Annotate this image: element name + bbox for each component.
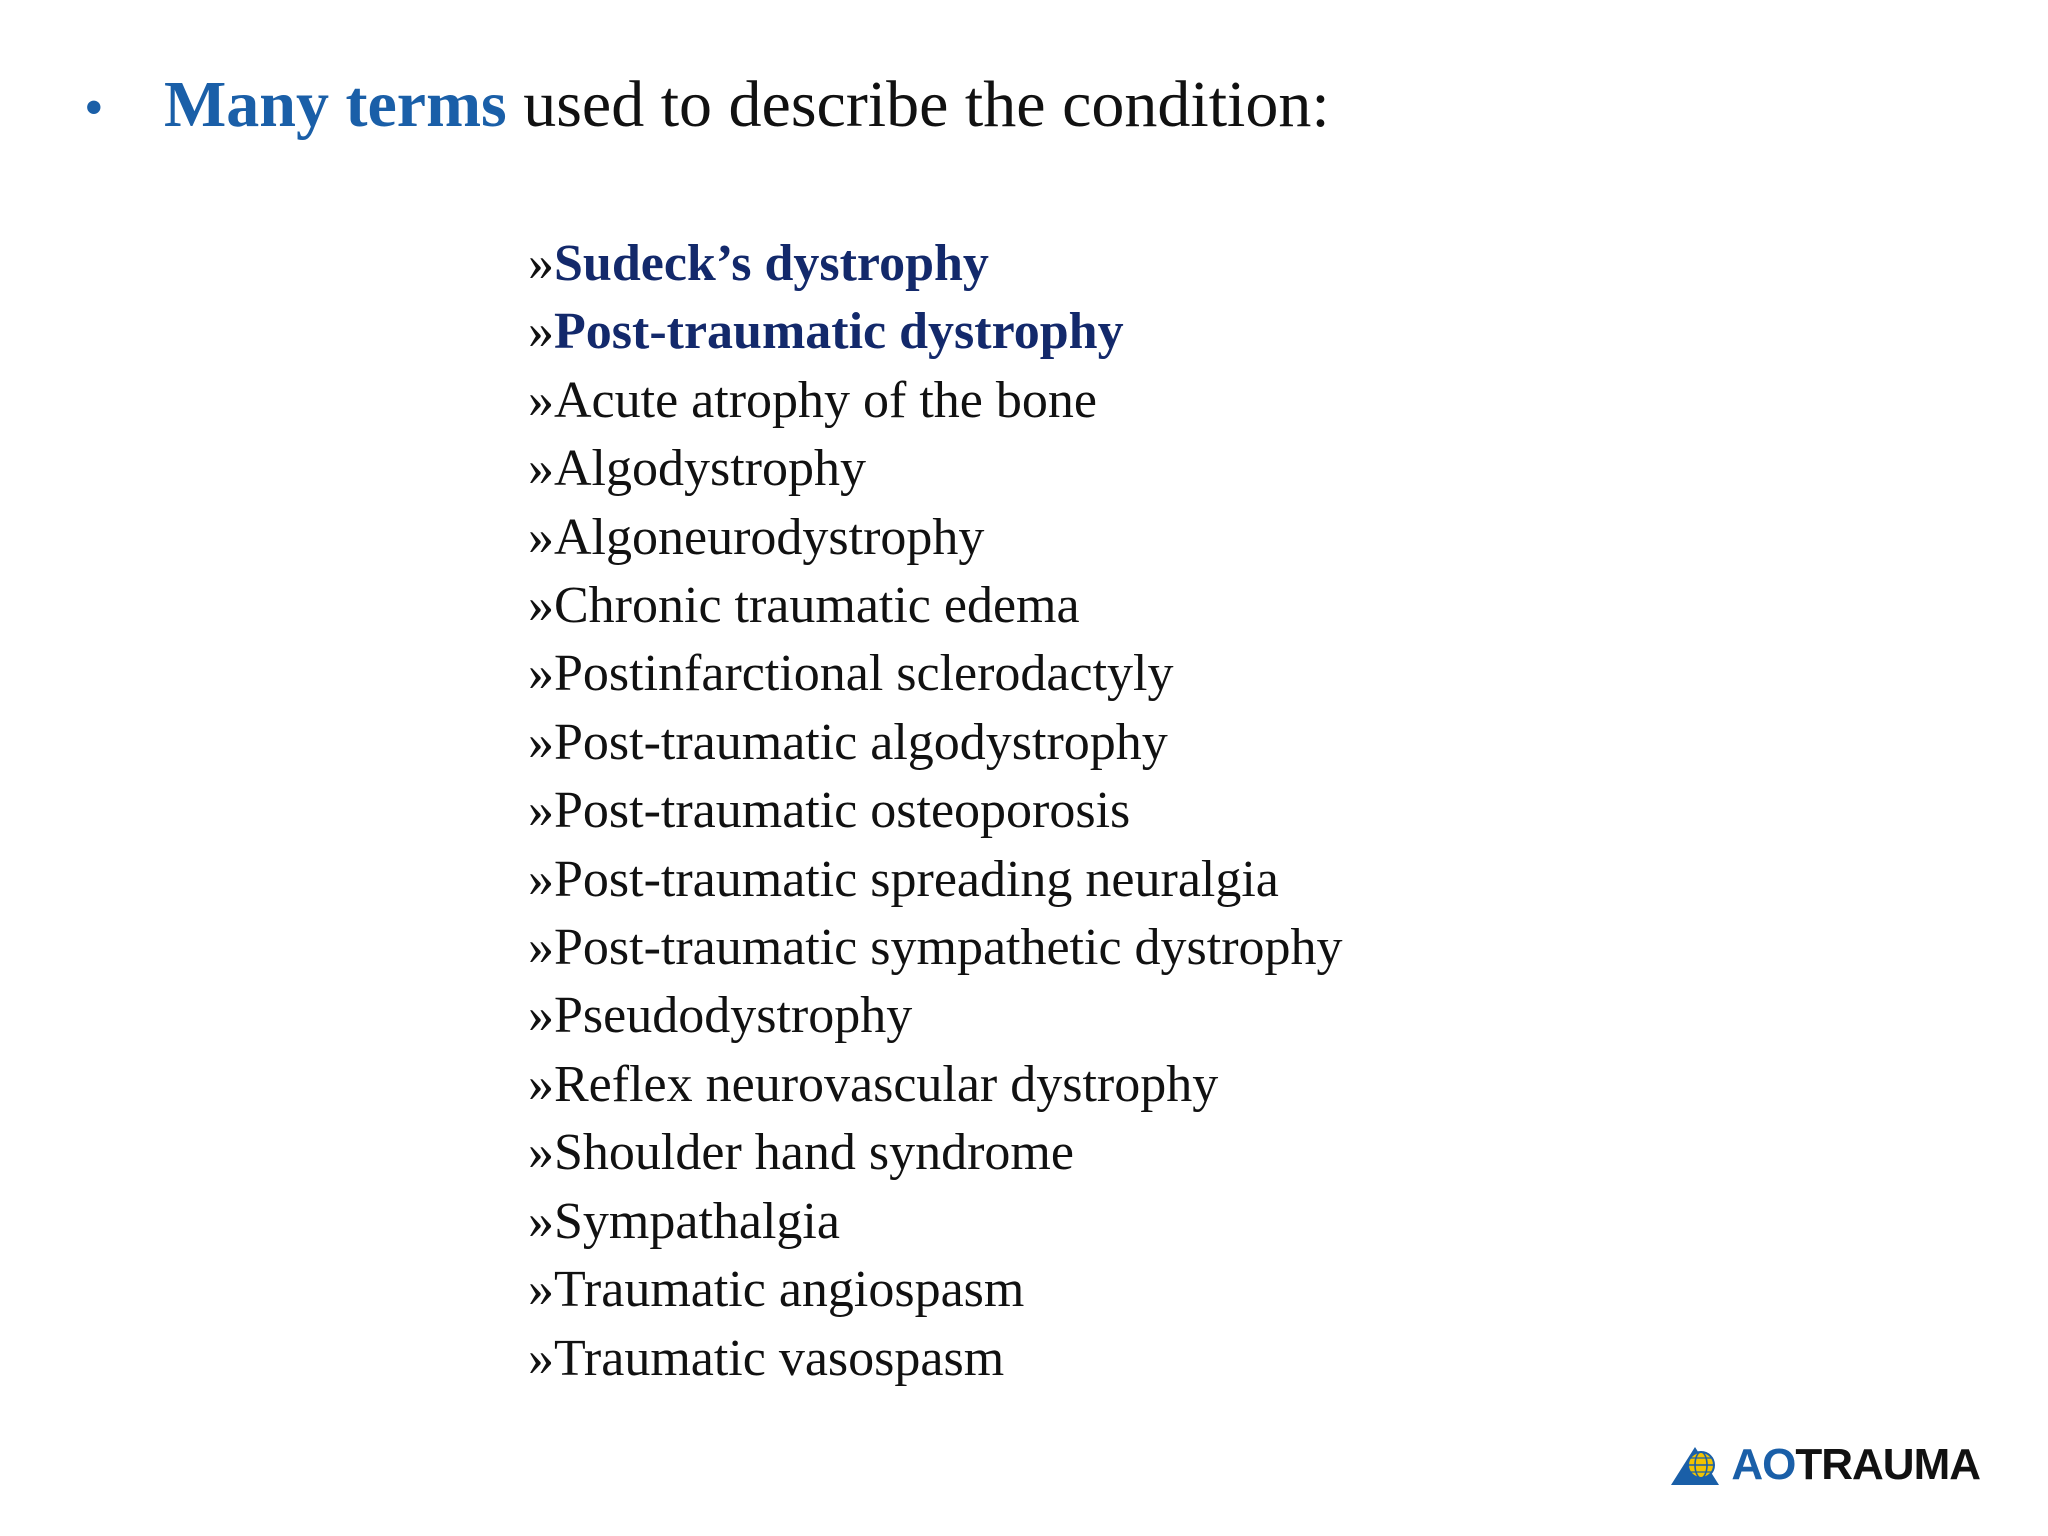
term-label: Algodystrophy (554, 440, 866, 498)
term-marker: » (528, 508, 554, 566)
term-marker: » (528, 713, 554, 771)
term-label: Reflex neurovascular dystrophy (554, 1055, 1219, 1113)
term-marker: » (528, 645, 554, 703)
term-item (528, 435, 1343, 503)
term-item (528, 367, 1343, 435)
term-item (528, 914, 1343, 982)
aotrauma-logo (1669, 1440, 1980, 1490)
terms-list (528, 230, 1343, 1393)
term-label: Post-traumatic sympathetic dystrophy (554, 919, 1343, 977)
term-label: Post-traumatic algodystrophy (554, 713, 1168, 771)
term-item (528, 846, 1343, 914)
term-item (528, 982, 1343, 1050)
headline (84, 64, 1330, 149)
term-item (528, 572, 1343, 640)
headline-accent: Many terms (164, 68, 507, 141)
term-item (528, 777, 1343, 845)
term-label: Chronic traumatic edema (554, 577, 1080, 635)
term-marker: » (528, 1192, 554, 1250)
term-item (528, 504, 1343, 572)
term-marker: » (528, 919, 554, 977)
term-marker: » (528, 1055, 554, 1113)
ao-globe-icon (1669, 1443, 1723, 1487)
logo-trauma-text: TRAUMA (1795, 1440, 1980, 1489)
term-item (528, 230, 1343, 298)
term-marker: » (528, 850, 554, 908)
term-item (528, 1051, 1343, 1119)
term-label: Post-traumatic spreading neuralgia (554, 850, 1279, 908)
term-item (528, 298, 1343, 366)
term-label: Algoneurodystrophy (554, 508, 985, 566)
term-label: Traumatic angiospasm (554, 1261, 1025, 1319)
term-marker: » (528, 303, 554, 361)
term-label: Post-traumatic dystrophy (554, 303, 1124, 361)
term-label: Acute atrophy of the bone (554, 371, 1097, 429)
headline-bullet: • (84, 77, 104, 139)
term-label: Post-traumatic osteoporosis (554, 782, 1131, 840)
term-item (528, 1119, 1343, 1187)
term-label: Sympathalgia (554, 1192, 840, 1250)
logo-ao-text: AO (1731, 1440, 1796, 1489)
term-label: Sudeck’s dystrophy (554, 235, 989, 292)
term-marker: » (528, 577, 554, 635)
term-marker: » (528, 782, 554, 840)
term-marker: » (528, 371, 554, 429)
term-marker: » (528, 1329, 554, 1387)
term-item (528, 709, 1343, 777)
term-marker: » (528, 440, 554, 498)
term-label: Traumatic vasospasm (554, 1329, 1005, 1387)
term-item (528, 1188, 1343, 1256)
term-item (528, 640, 1343, 708)
term-label: Postinfarctional sclerodactyly (554, 645, 1174, 703)
headline-rest: used to describe the condition: (506, 68, 1330, 141)
term-marker: » (528, 1124, 554, 1182)
logo-wordmark (1731, 1440, 1980, 1490)
term-marker: » (528, 235, 554, 292)
term-item (528, 1256, 1343, 1324)
term-marker: » (528, 1261, 554, 1319)
term-marker: » (528, 987, 554, 1045)
term-label: Shoulder hand syndrome (554, 1124, 1074, 1182)
term-label: Pseudodystrophy (554, 987, 913, 1045)
term-item (528, 1325, 1343, 1393)
